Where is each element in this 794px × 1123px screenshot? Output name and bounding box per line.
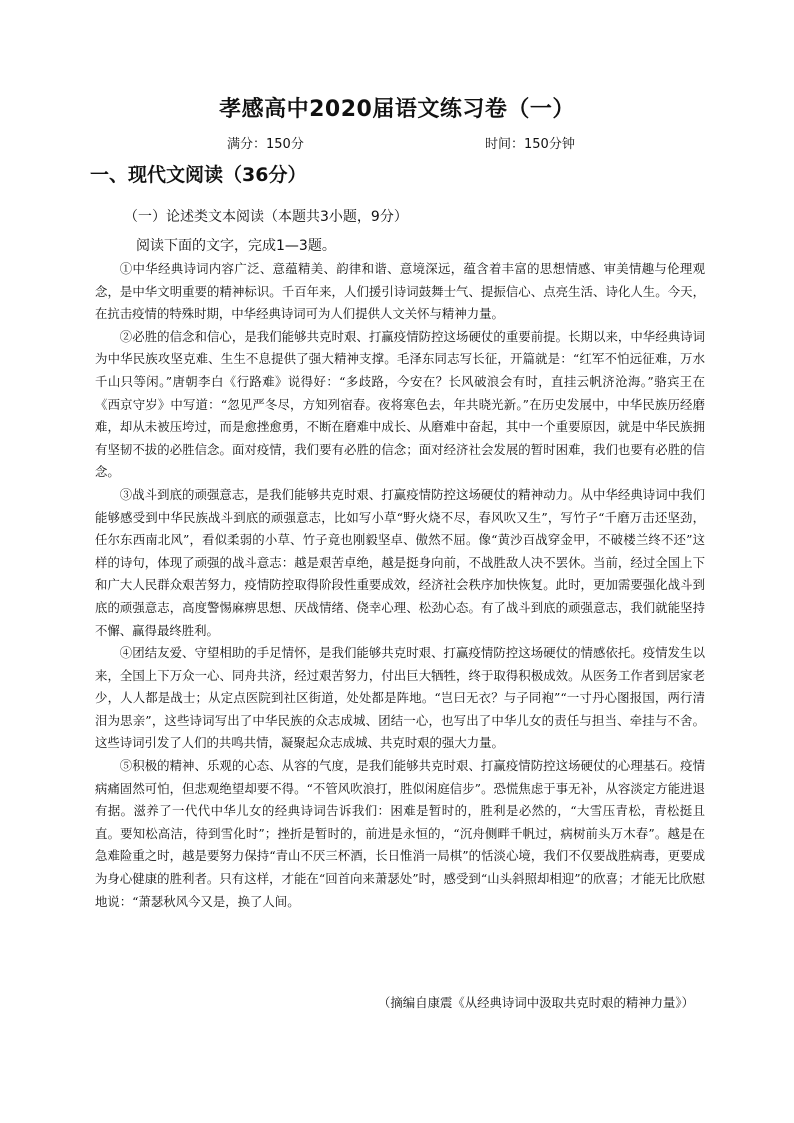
reading-instruction: 阅读下面的文字，完成1—3题。	[136, 238, 336, 254]
article-source: （摘编自康震《从经典诗词中汲取共克时艰的精神力量》）	[378, 995, 694, 1010]
exam-time: 时间：150分钟	[485, 137, 575, 152]
subsection-heading: （一）论述类文本阅读（本题共3小题，9分）	[124, 209, 408, 225]
article-paragraph-4: ④团结友爱、守望相助的手足情怀，是我们能够共克时艰、打赢疫情防控这场硬仗的情感依托。疫情发生以来，全国上下万众一心、同舟共济，经过艰苦努力，付出巨大牺牲，终于取得积极成效。从医务工作者到居家老少，人人都是战士；从定点医院到社区街道，处处都是阵地。“岂曰无衣？与子同袍”“一寸丹心图报国，两行清泪为思亲”，这些诗词写出了中华民族的众志成城、团结一心，也写出了中华儿女的责任与担当、牵挂与不舍。这些诗词引发了人们的共鸣共情，凝聚起众志成城、共克时艰的强大力量。	[95, 645, 705, 751]
article-paragraph-2: ②必胜的信念和信心，是我们能够共克时艰、打赢疫情防控这场硬仗的重要前提。长期以来，中华经典诗词为中华民族攻坚克难、生生不息提供了强大精神支撑。毛泽东同志写长征，开篇就是：“红军不怕远征难，万水千山只等闲。”唐朝李白《行路难》说得好：“多歧路，今安在？长风破浪会有时，直挂云帆济沧海。”骆宾王在《西京守岁》中写道：“忽见严冬尽，方知列宿春。夜将寒色去，年共晓光新。”在历史发展中，中华民族历经磨难，却从未被压垮过，而是愈挫愈勇，不断在磨难中成长、从磨难中奋起，其中一个重要原因，就是中华民族拥有坚韧不拔的必胜信念。面对疫情，我们要有必胜的信念；面对经济社会发展的暂时困难，我们也要有必胜的信念。	[95, 328, 705, 480]
exam-title: 孝感高中2020届语文练习卷（一）	[219, 97, 575, 122]
article-body	[95, 258, 705, 913]
article-paragraph-3: ③战斗到底的顽强意志，是我们能够共克时艰、打赢疫情防控这场硬仗的精神动力。从中华经典诗词中我们能够感受到中华民族战斗到底的顽强意志，比如写小草“野火烧不尽，春风吹又生”，写竹子“千磨万击还坚劲，任尔东西南北风”，看似柔弱的小草、竹子竟也刚毅坚卓、傲然不屈。像“黄沙百战穿金甲，不破楼兰终不还”这样的诗句，体现了顽强的战斗意志：越是艰苦卓绝，越是挺身向前，不战胜敌人决不罢休。当前，经过全国上下和广大人民群众艰苦努力，疫情防控取得阶段性重要成效，经济社会秩序加快恢复。此时，更加需要强化战斗到底的顽强意志，高度警惕麻痹思想、厌战情绪、侥幸心理、松劲心态。有了战斗到底的顽强意志，我们就能坚持不懈、赢得最终胜利。	[95, 486, 705, 638]
section-heading: 一、现代文阅读（36分）	[90, 164, 307, 186]
article-paragraph-5: ⑤积极的精神、乐观的心态、从容的气度，是我们能够共克时艰、打赢疫情防控这场硬仗的心理基石。疫情病痛固然可怕，但悲观绝望却要不得。“不管风吹浪打，胜似闲庭信步”。恐慌焦虑于事无补，从容淡定方能进退有据。滋养了一代代中华儿女的经典诗词告诉我们：困难是暂时的，胜利是必然的，“大雪压青松，青松挺且直。要知松高洁，待到雪化时”；挫折是暂时的，前进是永恒的，“沉舟侧畔千帆过，病树前头万木春”。越是在急难险重之时，越是要努力保持“青山不厌三杯酒，长日惟消一局棋”的恬淡心境，我们不仅要战胜病毒，更要成为身心健康的胜利者。只有这样，才能在“回首向来萧瑟处”时，感受到“山头斜照却相迎”的欣喜；才能无比欣慰地说：“萧瑟秋风今又是，换了人间。	[95, 758, 705, 909]
article-paragraph-1: ①中华经典诗词内容广泛、意蕴精美、韵律和谐、意境深远，蕴含着丰富的思想情感、审美情趣与伦理观念，是中华文明重要的精神标识。千百年来，人们援引诗词鼓舞士气、提振信心、点亮生活、诗化人生。今天，在抗击疫情的特殊时期，中华经典诗词可为人们提供人文关怀与精神力量。	[95, 261, 705, 322]
full-score: 满分：150分	[227, 137, 304, 152]
